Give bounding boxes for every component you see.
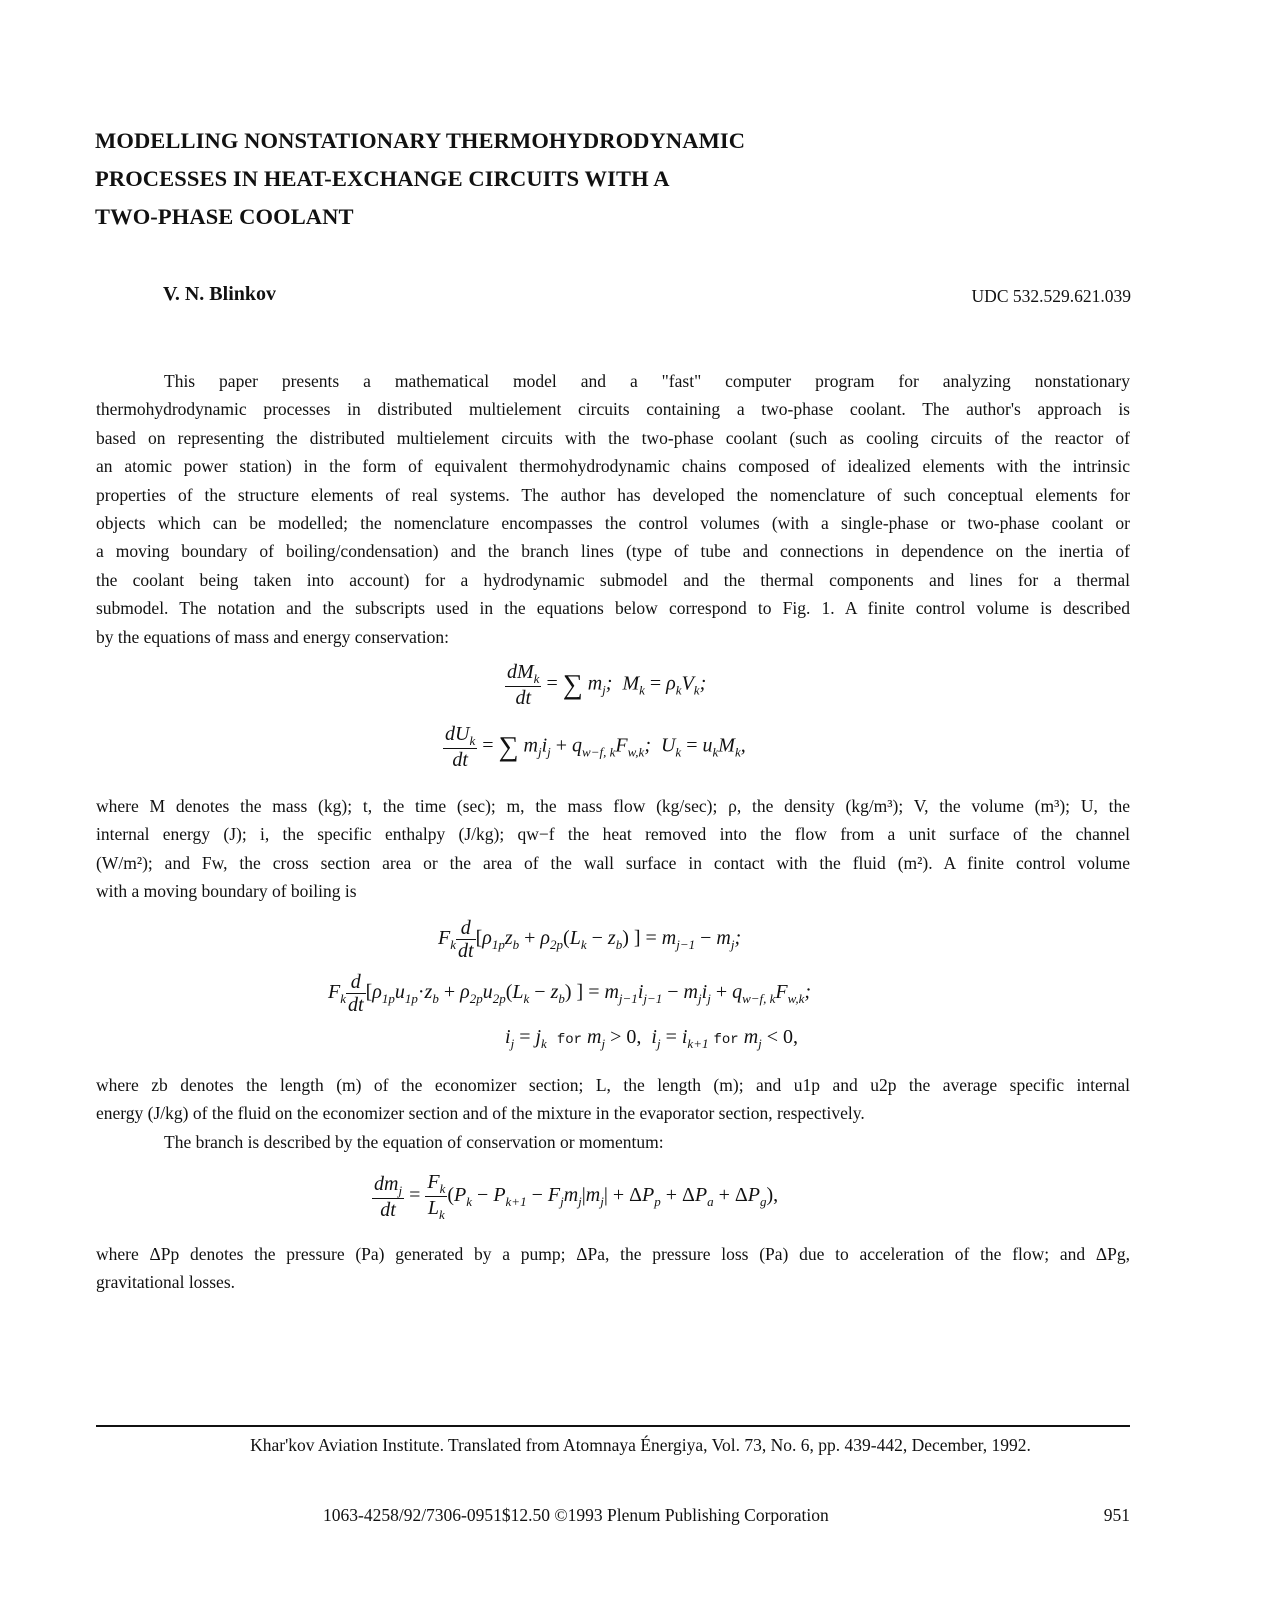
text-line: the coolant being taken into account) for a hydrodynamic submodel and the thermal components and lines for a thermal [96,569,1130,590]
equation-mass-conservation: $\frac{dM_k}{dt}$ = ∑ $m_j$; $M_k = \rho_kV_k$; [507,661,707,709]
text-line: a moving boundary of boiling/condensation) and the branch lines (type of tube and connections in dependence on the inertia of [96,541,1130,562]
title-line: PROCESSES IN HEAT-EXCHANGE CIRCUITS WITH A [95,166,670,191]
text-line: objects which can be modelled; the nomenclature encompasses the control volumes (with a single-phase or two-phase coolant or [96,513,1130,534]
text-line: energy (J/kg) of the fluid on the economizer section and of the mixture in the evaporator section, respectively. [96,1103,865,1124]
equation-boiling-mass: $F_k$ $\frac{d}{dt}$ [$\rho_{1p}z_b + \rho_{2p}(L_k - z_b)$ ] = $m_{j-1} - m_j$; [438,917,742,962]
publisher-code: 1063-4258/92/7306-0951$12.50 ©1993 Plenum Publishing Corporation [323,1505,829,1525]
definitions-paragraph [96,792,1130,906]
text-line: gravitational losses. [96,1272,236,1293]
equation-energy-conservation: $\frac{dU_k}{dt}$ = ∑ $m_ji_j + q_{w-f, k}F_{w,k}$; $U_k = u_kM_k$, [445,723,746,771]
text-line: The branch is described by the equation of conservation or momentum: [164,1131,664,1152]
for-word: for [556,1032,583,1048]
text-line: where M denotes the mass (kg); t, the time (sec); m, the mass flow (kg/sec); ρ, the density (kg/m³); V, the volume (m³); U, the [96,796,1130,816]
author-name: V. N. Blinkov [163,283,277,305]
economizer-paragraph [96,1071,1130,1156]
equation-momentum: $\frac{dm_j}{dt}$ = $\frac{F_k}{L_k}$ $(P_k - P_{k+1} - F_jm_j|m_j| + \Delta P_p + \Delta P_a + \Delta P_g)$, [374,1171,779,1222]
udc-code: UDC 532.529.621.039 [971,286,1131,306]
text-line: This paper presents a mathematical model and a "fast" computer program for analyzing nonstationary [164,371,1130,391]
text-line: where zb denotes the length (m) of the economizer section; L, the length (m); and u1p and u2p the average specific internal [96,1075,1130,1095]
abstract-paragraph [96,367,1130,651]
text-line: with a moving boundary of boiling is [96,881,357,902]
pump-paragraph [96,1240,1130,1297]
text-line: (W/m²); and Fw, the cross section area or the area of the wall surface in contact with the fluid (m²). A finite control volume [96,852,1130,873]
title-line: TWO-PHASE COOLANT [95,204,354,229]
text-line: where ΔPp denotes the pressure (Pa) generated by a pump; ΔPa, the pressure loss (Pa) due to acceleration of the flow; and ΔPg, [96,1244,1130,1264]
text-line: properties of the structure elements of real systems. The author has developed the nomenclature of such conceptual elements for [96,484,1130,505]
title-line: MODELLING NONSTATIONARY THERMOHYDRODYNAMIC [95,128,746,153]
for-word: for [713,1032,739,1048]
equation-boiling-energy: $F_k$ $\frac{d}{dt}$ [$\rho_{1p}u_{1p}\cdot z_b + \rho_{2p}u_{2p}(L_k - z_b)$ ] = $m_{j-1}i_{j-1} - m_ji_j + q_{w-f, k}F_{w,k}$; [328,971,812,1016]
footnote-divider [96,1425,1130,1427]
text-line: based on representing the distributed multielement circuits with the two-phase coolant (such as cooling circuits of the reactor of [96,427,1130,448]
equation-enthalpy-condition: $i_j = j_k$ for $m_j > 0$, $i_j = i_{k+1}$ for $m_j < 0$, [505,1026,799,1051]
paper-title [95,122,995,236]
text-line: internal energy (J); i, the specific enthalpy (J/kg); qw−f the heat removed into the flow from a unit surface of the channel [96,824,1130,845]
footnote: Khar'kov Aviation Institute. Translated from Atomnaya Énergiya, Vol. 73, No. 6, pp. 439-442, December, 1992. [250,1435,1031,1455]
text-line: thermohydrodynamic processes in distributed multielement circuits containing a two-phase coolant. The author's approach is [96,399,1130,420]
text-line: by the equations of mass and energy conservation: [96,626,449,647]
text-line: an atomic power station) in the form of equivalent thermohydrodynamic chains composed of idealized elements with the intrinsic [96,456,1130,477]
page-number: 951 [1103,1505,1130,1525]
text-line: submodel. The notation and the subscripts used in the equations below correspond to Fig. 1. A finite control volume is described [96,598,1130,619]
